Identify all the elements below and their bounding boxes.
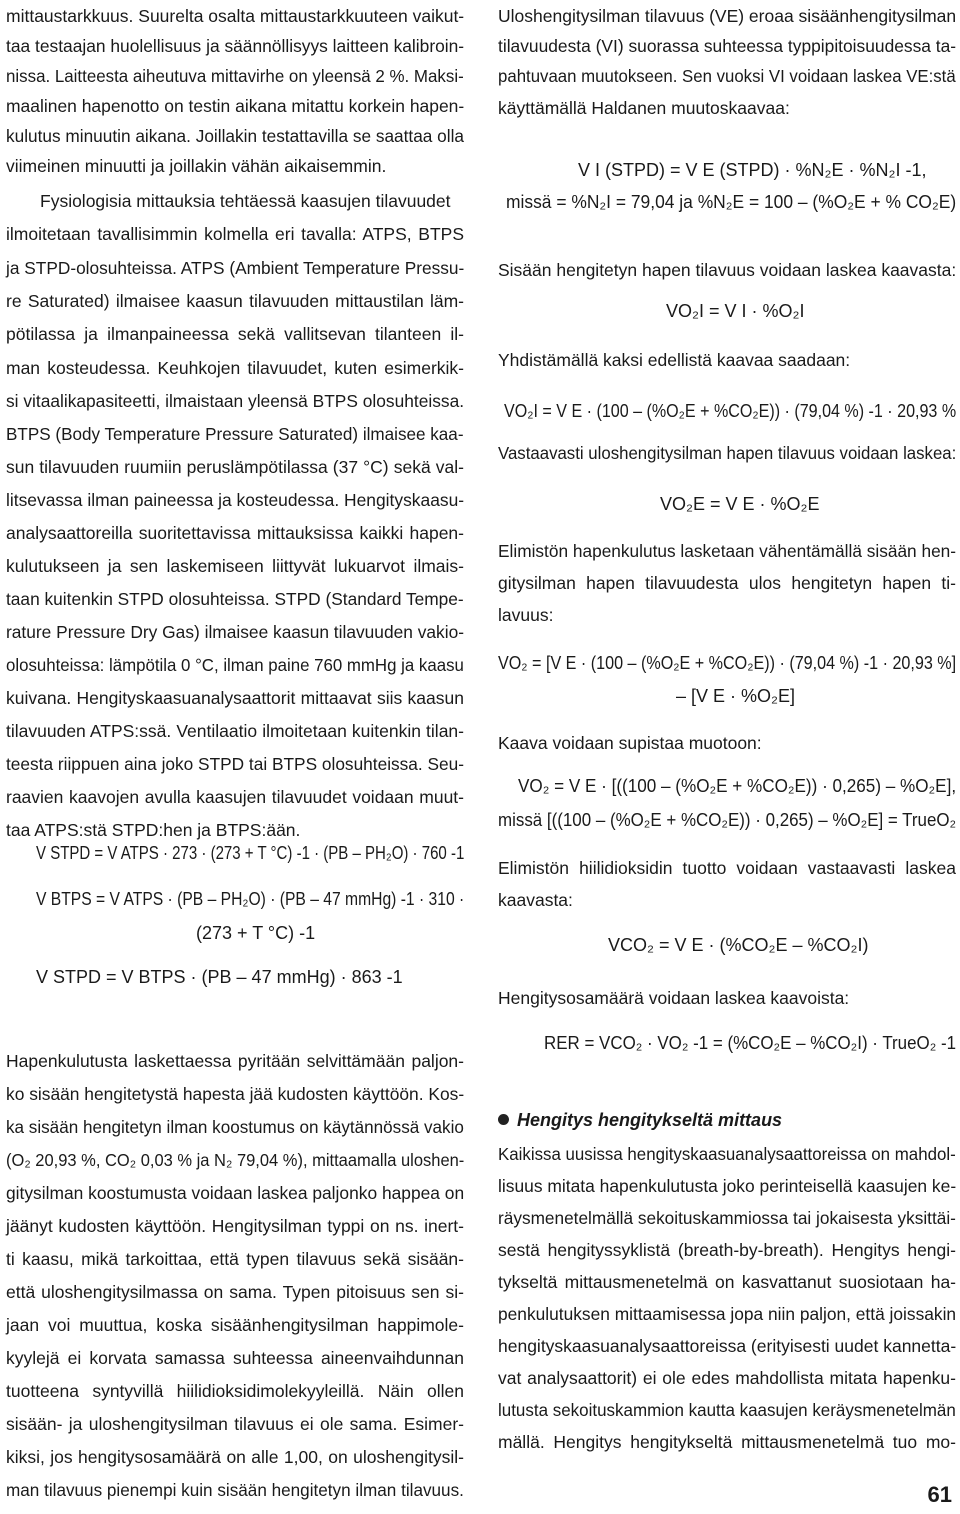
left-equation: V STPD = V ATPS · 273 · (273 + T °C) -1 · (PB – PH₂O) · 760 -1 [36,843,465,863]
right-text-line: Vastaavasti uloshengitysilman hapen tilavuus voidaan laskea: [498,443,957,463]
left-text-line: kyylejä ei korvata samassa suhteessa aineenvaihdunnan [6,1348,464,1368]
left-text-line: man kosteudessa. Keuhkojen tilavuudet, kuten esimerkik- [6,358,464,378]
left-text-line: rature Pressure Dry Gas) ilmaisee kaasun tilavuuden vakio- [6,622,464,642]
right-equation: missä = %N₂I = 79,04 ja %N₂E = 100 – (%O₂E + % CO₂E) [506,192,957,212]
left-text-line: ko sisään hengitetystä hapesta jää kudosten käyttöön. Kos- [6,1084,465,1104]
bullet-icon [498,1114,509,1125]
right-text-line: tykseltä mittausmenetelmä on kasvattanut suosiotaan ha- [498,1272,956,1292]
right-equation: missä [((100 – (%O₂E + %CO₂E)) · 0,265) – %O₂E] = TrueO₂ [498,810,957,830]
right-text-line: räysmenetelmällä sekoituskammiossa tai jokaisesta yksittäi- [498,1208,956,1228]
right-equation: VCO₂ = V E · (%CO₂E – %CO₂I) [608,935,869,955]
right-text-line: Yhdistämällä kaksi edellistä kaavaa saadaan: [498,350,851,370]
left-text-line: maalinen hapenotto on testin aikana mitattu korkein hapen- [6,96,465,116]
right-text-line: lutusta sekoituskammion kautta kaasujen keräysmenetelmän [498,1400,956,1420]
right-text-line: tilavuudesta (VI) suorassa suhteessa typpipitoisuudessa ta- [498,36,957,56]
page-number: 61 [927,1482,952,1507]
left-text-line: ja STPD-olosuhteissa. ATPS (Ambient Temperature Pressu- [6,258,465,278]
left-text-line: tilavuuden ATPS:ssä. Ventilaatio ilmoitetaan kuitenkin tilan- [6,721,464,741]
left-equation: V BTPS = V ATPS · (PB – PH₂O) · (PB – 47 mmHg) -1 · 310 · [36,889,465,909]
left-text-line: gitysilman koostumusta voidaan laskea paljonko happea on [6,1183,465,1203]
left-text-line: olosuhteissa: lämpötila 0 °C, ilman paine 760 mmHg ja kaasu [6,655,464,675]
right-text-line: Elimistön hiilidioksidin tuotto voidaan vastaavasti laskea [498,858,956,878]
right-equation: VO₂ = V E · [((100 – (%O₂E + %CO₂E)) · 0,265) – %O₂E], [518,776,957,796]
left-text-line: kiksi, jos hengitysosamäärä on alle 1,00, on uloshengitysil- [6,1447,464,1467]
right-text-line: Hengitysosamäärä voidaan laskea kaavoista: [498,988,850,1008]
right-text-line: mällä. Hengitys hengitykseltä mittausmenetelmä tuo mo- [498,1432,956,1452]
right-text-line: pahtuvaan muutokseen. Sen vuoksi VI voidaan laskea VE:stä [498,66,956,86]
right-text-line: Elimistön hapenkulutus lasketaan vähentämällä sisään hen- [498,541,957,561]
right-text-line: Kaava voidaan supistaa muotoon: [498,733,762,753]
left-text-line: viimeinen minuutti ja joillakin vähän aikaisemmin. [6,156,387,176]
left-equation: (273 + T °C) -1 [196,923,316,943]
right-text-line: kaavasta: [498,890,573,910]
left-text-line: ka sisään hengitetyn ilman koostumus on käytännössä vakio [6,1117,464,1137]
right-equation: – [V E · %O₂E] [676,686,796,706]
left-text-line: analysaattoreilla suoritettavissa mittauksissa kaikki hapen- [6,523,464,543]
section-heading [498,1105,782,1135]
left-text-line: sun tilavuuden ruumiin peruslämpötilassa (37 °C) sekä val- [6,457,464,477]
left-text-line: teesta riippuen aina joko STPD tai BTPS olosuhteissa. Seu- [6,754,464,774]
right-text-line: lisuus mitata hapenkulutusta joko perinteisellä kaasujen ke- [498,1176,957,1196]
left-text-line: sisään- ja uloshengitysilman tilavuus ei ole sama. Esimer- [6,1414,464,1434]
right-text-line: lavuus: [498,605,554,625]
right-equation: RER = VCO₂ · VO₂ -1 = (%CO₂E – %CO₂I) · TrueO₂ -1 [544,1033,957,1053]
left-text-line: (O₂ 20,93 %, CO₂ 0,03 % ja N₂ 79,04 %), mittaamalla uloshen- [6,1150,465,1170]
right-text-line: käyttämällä Haldanen muutoskaavaa: [498,98,790,118]
left-text-line: Hapenkulutusta laskettaessa pyritään selvittämään paljon- [6,1051,464,1071]
right-text-line: vat analysaattorit) ei ole edes mahdollista mitata hapenku- [498,1368,956,1388]
right-text-line: Uloshengitysilman tilavuus (VE) eroaa sisäänhengitysilman [498,6,957,26]
right-equation: VO₂ = [V E · (100 – (%O₂E + %CO₂E)) · (79,04 %) -1 · 20,93 %] [498,653,957,673]
section-heading-text: Hengitys hengitykseltä mittaus [517,1110,783,1130]
right-text-line: Sisään hengitetyn hapen tilavuus voidaan laskea kaavasta: [498,260,957,280]
right-text-line: gitysilman hapen tilavuudesta ulos hengitetyn hapen ti- [498,573,956,593]
left-text-line: mittaustarkkuus. Suurelta osalta mittaustarkkuuteen vaikut- [6,6,465,26]
left-text-line: jaan voi muuttua, koska sisäänhengitysilman happimole- [6,1315,464,1335]
left-text-line: re Saturated) ilmaisee kaasun tilavuuden mittaustilan läm- [6,291,464,311]
left-text-line: raavien kaavojen avulla kaasujen tilavuudet voidaan muut- [6,787,464,807]
right-text-line: penkulutuksen mittaamisessa jopa niin paljon, että joissakin [498,1304,957,1324]
right-text-line: sestä hengityssyklistä (breath-by-breath). Hengitys hengi- [498,1240,956,1260]
left-text-line: kulutus minuutin aikana. Joillakin testattavilla se saattaa olla [6,126,464,146]
left-text-line: pötilassa ja ilmanpaineessa sekä vallitsevan tilanteen il- [6,324,464,344]
right-equation: V I (STPD) = V E (STPD) · %N₂E · %N₂I -1, [578,160,927,180]
left-text-line: taa testaajan huolellisuus ja säännöllisyys laitteen kalibroin- [6,36,465,56]
left-text-line: si vitaalikapasiteetti, ilmaistaan yleensä BTPS olosuhteissa. [6,391,465,411]
left-text-line: taa ATPS:stä STPD:hen ja BTPS:ään. [6,820,301,840]
left-text-line: litsevassa ilman paineessa ja kosteudessa. Hengityskaasu- [6,490,465,510]
left-text-line: tuotteena syntyvillä hiilidioksidimolekyyleillä. Näin ollen [6,1381,464,1401]
left-equation: V STPD = V BTPS · (PB – 47 mmHg) · 863 -1 [36,967,403,987]
right-equation: VO₂I = V E · (100 – (%O₂E + %CO₂E)) · (79,04 %) -1 · 20,93 % [504,401,957,421]
left-text-line: että uloshengitysilmassa on sama. Typen pitoisuus sen si- [6,1282,464,1302]
left-text-line: ilmoitetaan tavallisimmin kolmella eri tavalla: ATPS, BTPS [6,224,464,244]
left-text-line: kuivana. Hengityskaasuanalysaattorit mittaavat siis kaasun [6,688,464,708]
right-equation: VO₂I = V I · %O₂I [666,301,805,321]
left-text-line: nissa. Laitteesta aiheutuva mittavirhe on yleensä 2 %. Maksi- [6,66,464,86]
left-text-line: Fysiologisia mittauksia tehtäessä kaasujen tilavuudet [40,191,451,211]
left-text-line: kulutukseen ja sen laskemiseen liittyvät lukuarvot ilmais- [6,556,464,576]
right-text-line: Kaikissa uusissa hengityskaasuanalysaattoreissa on mahdol- [498,1144,956,1164]
left-text-line: BTPS (Body Temperature Pressure Saturated) ilmaisee kaa- [6,424,464,444]
left-text-line: ti kaasu, mikä tarkoittaa, että typen tilavuus sekä sisään- [6,1249,464,1269]
right-equation: VO₂E = V E · %O₂E [660,494,820,514]
left-text-line: jäänyt kudosten käyttöön. Hengitysilman typpi on ns. inert- [6,1216,464,1236]
left-text-line: man tilavuus pienempi kuin sisään hengitetyn ilman tilavuus. [6,1480,464,1500]
right-text-line: hengityskaasuanalysaattoreissa (erityisesti uudet kannetta- [498,1336,957,1356]
left-text-line: taan kuitenkin STPD olosuhteissa. STPD (Standard Tempe- [6,589,464,609]
